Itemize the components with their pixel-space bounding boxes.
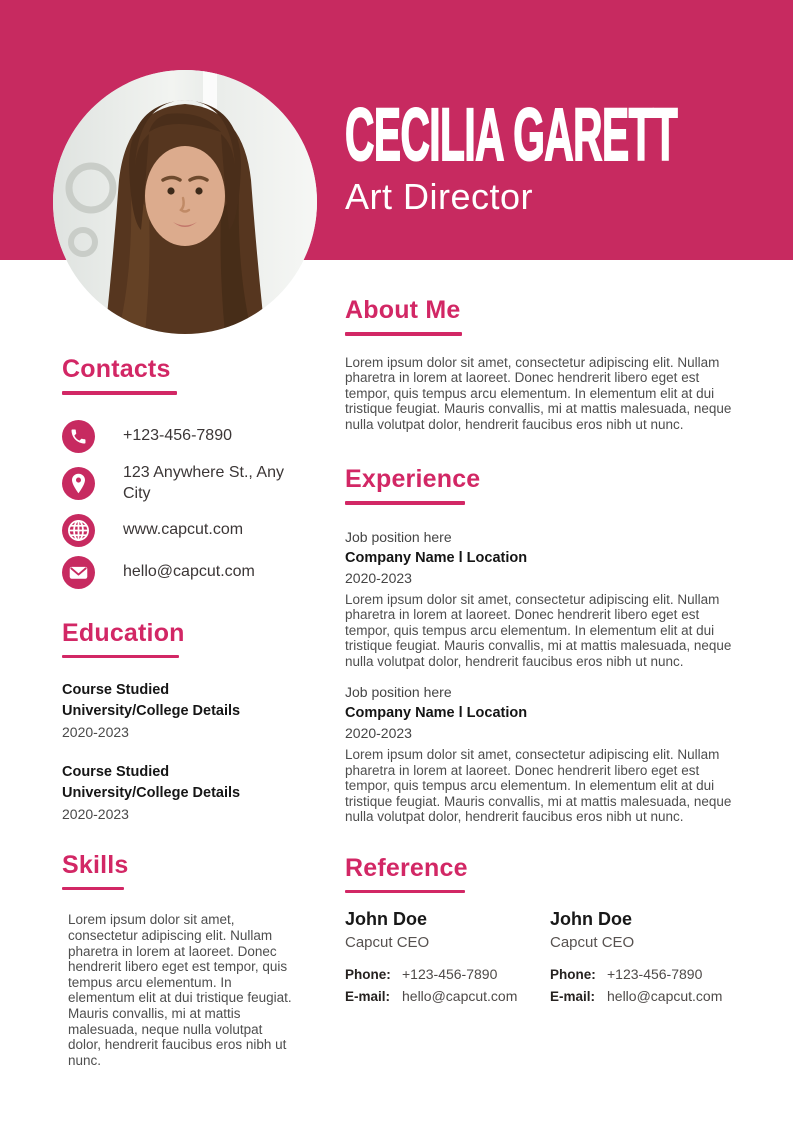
contact-address-value: 123 Anywhere St., Any City [123,463,284,503]
job-description: Lorem ipsum dolor sit amet, consectetur adipiscing elit. Nullam pharetra in lorem at laoreet. Donec hendrerit libero eget est tempor, quis tempus arcu elementum. In elementum elit at dui tristique feugiat. Mauris convallis, mi at mattis malesuada, neque nulla volutpat dolor, hendrerit faucibus eros nibh ut nunc. [345,591,732,669]
email-label: E-mail: [345,989,391,1004]
location-pin-icon [62,467,95,500]
reference-heading: Reference [345,853,468,882]
sidebar [62,355,294,1068]
education-entry [62,680,294,742]
contact-item-phone [62,420,294,453]
reference-email-row [345,988,532,1004]
experience-entry [345,529,737,670]
education-years: 2020-2023 [62,805,129,822]
heading-underline [345,501,465,505]
education-course: Course Studied [62,763,170,780]
contact-item-address [62,462,294,505]
experience-heading: Experience [345,465,481,493]
candidate-name [345,93,793,176]
about-heading: About Me [345,296,461,324]
contacts-heading: Contacts [62,355,171,383]
contact-item-website [62,514,294,547]
about-text: Lorem ipsum dolor sit amet, consectetur adipiscing elit. Nullam pharetra in lorem at laoreet. Donec hendrerit libero eget est tempor, quis tempus arcu elementum. In elementum elit at dui tristique feugiat. Mauris convallis, mi at mattis malesuada, neque nulla volutpat dolor, hendrerit faucibus eros nibh ut nunc. [345,354,732,432]
reference-contact-rows [550,966,737,1004]
heading-underline [62,887,124,891]
contact-website-value: www.capcut.com [123,521,244,539]
contact-email-value: hello@capcut.com [123,563,255,581]
reference-email-row [550,988,737,1004]
reference-entry [550,909,737,1004]
experience-entry [345,684,737,825]
phone-label: Phone: [550,967,596,982]
reference-phone-row [550,966,737,982]
phone-icon [62,420,95,453]
reference-name: John Doe [550,909,633,929]
job-description: Lorem ipsum dolor sit amet, consectetur adipiscing elit. Nullam pharetra in lorem at laoreet. Donec hendrerit libero eget est tempor, quis tempus arcu elementum. In elementum elit at dui tristique feugiat. Mauris convallis, mi at mattis malesuada, neque nulla volutpat dolor, hendrerit faucibus eros nibh ut nunc. [345,747,732,824]
email-value: hello@capcut.com [402,988,518,1004]
reference-entry [345,909,532,1004]
education-entry [62,762,294,824]
skills-text: Lorem ipsum dolor sit amet, consectetur adipiscing elit. Nullam pharetra in lorem at laoreet. Donec hendrerit libero eget est tempor, quis tempus arcu elementum. In elementum elit at dui tristique feugiat. Mauris convallis, mi at mattis malesuada, neque nulla volutpat dolor, hendrerit faucibus eros nibh ut nunc. [68,912,292,1068]
reference-contact-rows [345,966,532,1004]
heading-underline [345,332,462,336]
reference-list [345,909,737,1004]
heading-underline [62,391,177,395]
contact-item-email [62,556,294,589]
job-title: Art Director [345,176,534,217]
education-institution: University/College Details [62,703,241,720]
phone-value: +123-456-7890 [402,966,498,982]
globe-icon [62,514,95,547]
education-years: 2020-2023 [62,724,129,741]
skills-heading: Skills [62,850,129,879]
candidate-name-text: CECILIA GARETT [345,93,678,176]
job-position: Job position here [345,528,452,545]
education-course: Course Studied [62,682,170,699]
job-position: Job position here [345,684,452,700]
contact-list [62,420,294,589]
reference-role: Capcut CEO [345,934,430,951]
phone-value: +123-456-7890 [607,966,703,982]
reference-phone-row [345,966,532,982]
job-years: 2020-2023 [345,569,412,586]
education-institution: University/College Details [62,784,241,801]
reference-role: Capcut CEO [550,934,635,951]
job-company: Company Name l Location [345,549,528,566]
job-company: Company Name l Location [345,705,528,721]
email-label: E-mail: [550,989,596,1004]
education-list [62,680,294,824]
email-value: hello@capcut.com [607,988,723,1004]
profile-photo [53,70,317,334]
heading-underline [62,655,179,659]
phone-label: Phone: [345,967,391,982]
reference-name: John Doe [345,909,428,929]
education-heading: Education [62,618,185,647]
email-icon [62,556,95,589]
profile-photo-image [53,70,317,334]
contact-phone-value: +123-456-7890 [123,427,232,445]
header-text-block [345,93,793,218]
heading-underline [345,890,465,894]
main-content [345,296,737,1004]
job-years: 2020-2023 [345,725,412,741]
